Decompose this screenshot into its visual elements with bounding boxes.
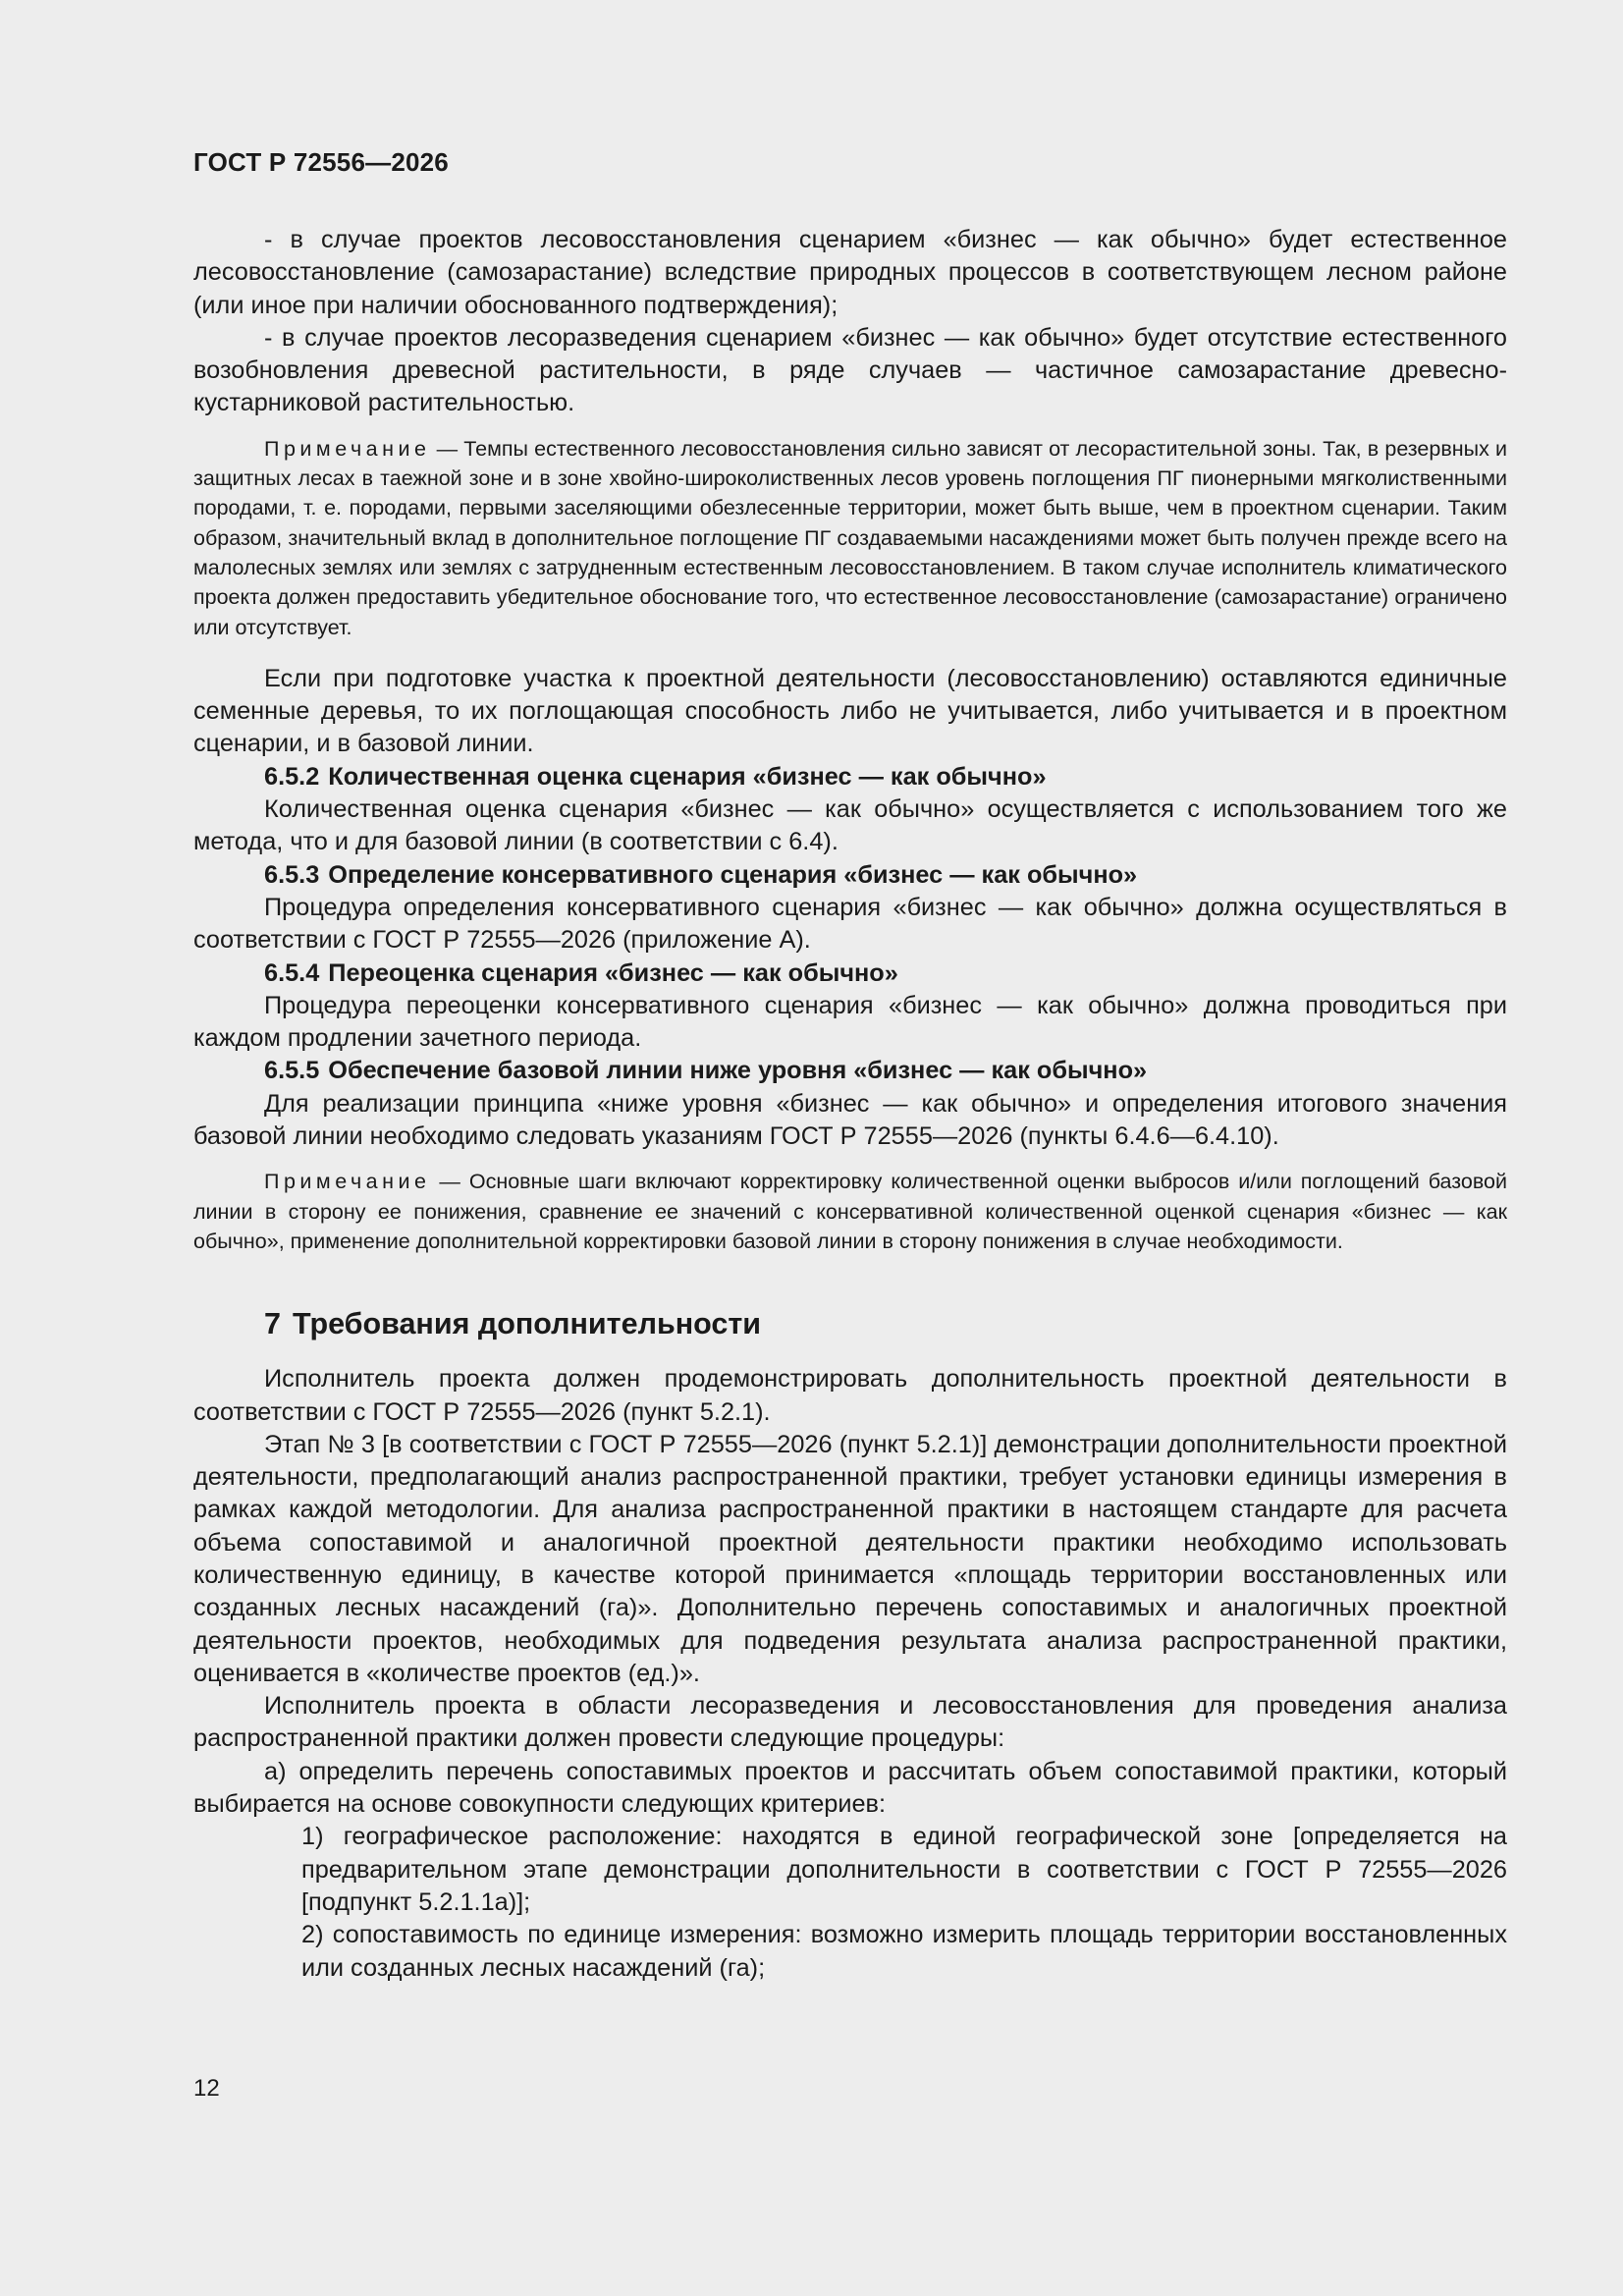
heading-title: Определение консервативного сценария «бизнес — как обычно» (328, 860, 1138, 889)
paragraph-bau-quantification: Количественная оценка сценария «бизнес — как обычно» осуществляется с использованием того же метода, что и для базовой линии (в соответствии с 6.4). (193, 795, 1507, 856)
paragraph-reforestation-bau: - в случае проектов лесовосстановления сценарием «бизнес — как обычно» будет естественное лесовосстановление (самозарастание) вследствие природных процессов в соответствующем лесном районе (или иное при наличии обоснованного подтверждения); (193, 226, 1507, 319)
note-text: — Темпы естественного лесовосстановления сильно зависят от лесорастительной зоны. Так, в резервных и защитных лесах в таежной зоне и в зоне хвойно-широколиственных лесов уровень поглощения ПГ пионерными мягколиственными породами, т. е. породами, первыми заселяющими обезлесенные территории, может быть выше, чем в проектном сценарии. Таким образом, значительный вклад в дополнительное поглощение ПГ создаваемыми насаждениями может быть получен прежде всего на малолесных землях или землях с затрудненным естественным лесовосстановлением. В таком случае исполнитель климатического проекта должен предоставить убедительное обоснование того, что естественное лесовосстановление (самозарастание) ограничено или отсутствует. (193, 436, 1507, 639)
paragraph-afforestation-bau: - в случае проектов лесоразведения сценарием «бизнес — как обычно» будет отсутствие естественного возобновления древесной растительности, в ряде случаев — частичное самозарастание древесно-кустарниковой растительностью. (193, 323, 1507, 417)
heading-title: Количественная оценка сценария «бизнес — как обычно» (328, 762, 1047, 791)
section-title: Требования дополнительности (292, 1307, 762, 1341)
section-7-heading (193, 1305, 1507, 1342)
note-main-steps (193, 1167, 1507, 1256)
heading-number: 6.5.5 (264, 1057, 320, 1085)
note-natural-regeneration (193, 434, 1507, 642)
note-text: — Основные шаги включают корректировку количественной оценки выбросов и/или поглощений базовой линии в сторону ее понижения, сравнение ее значений с консервативной количественной оценкой сценария «бизнес — как обычно», применение дополнительной корректировки базовой линии в сторону понижения в случае необходимости. (193, 1170, 1507, 1253)
document-body (193, 224, 1507, 1985)
heading-6-5-4 (193, 957, 1507, 990)
document-header: ГОСТ Р 72556—2026 (193, 147, 449, 177)
paragraph-stage-3: Этап № 3 [в соответствии с ГОСТ Р 72555—2026 (пункт 5.2.1)] демонстрации дополнительности проектной деятельности, предполагающий анализ распространенной практики, требует установки единицы измерения в рамках каждой методологии. Для анализа распространенной практики в настоящем стандарте для расчета объема сопоставимой и аналогичной проектной деятельности практики необходимо использовать количественную единицу, в качестве которой принимается «площадь территории восстановленных или созданных лесных насаждений (га)». Дополнительно перечень сопоставимых и аналогичных проектной деятельности проектов, необходимых для подведения результата анализа распространенной практики, оценивается в «количестве проектов (ед.)». (193, 1430, 1507, 1687)
list-item-2: 2) сопоставимость по единице измерения: возможно измерить площадь территории восстановленных или созданных лесных насаждений (га); (301, 1921, 1507, 1982)
paragraph-procedures-intro: Исполнитель проекта в области лесоразведения и лесовосстановления для проведения анализа распространенной практики должен провести следующие процедуры: (193, 1692, 1507, 1753)
heading-6-5-5 (193, 1055, 1507, 1087)
list-item-1: 1) географическое расположение: находятся в единой географической зоне [определяется на предварительном этапе демонстрации дополнительности в соответствии с ГОСТ Р 72555—2026 [подпункт 5.2.1.1а)]; (301, 1823, 1507, 1916)
heading-title: Переоценка сценария «бизнес — как обычно» (328, 958, 898, 987)
heading-6-5-3 (193, 859, 1507, 892)
heading-number: 6.5.4 (264, 958, 320, 987)
list-item-a: а) определить перечень сопоставимых проектов и рассчитать объем сопоставимой практики, который выбирается на основе совокупности следующих критериев: (193, 1757, 1507, 1819)
heading-number: 6.5.3 (264, 860, 320, 889)
note-label: Примечание (264, 436, 431, 461)
heading-6-5-2 (193, 761, 1507, 793)
heading-title: Обеспечение базовой линии ниже уровня «бизнес — как обычно» (328, 1057, 1148, 1085)
note-label: Примечание (264, 1170, 431, 1194)
page-number: 12 (193, 2075, 220, 2102)
section-number: 7 (264, 1307, 281, 1341)
paragraph-additionality-demo: Исполнитель проекта должен продемонстрировать дополнительность проектной деятельности в соответствии с ГОСТ Р 72555—2026 (пункт 5.2.1). (193, 1365, 1507, 1426)
paragraph-reassessment: Процедура переоценки консервативного сценария «бизнес — как обычно» должна проводиться при каждом продлении зачетного периода. (193, 991, 1507, 1053)
paragraph-conservative-scenario: Процедура определения консервативного сценария «бизнес — как обычно» должна осуществляться в соответствии с ГОСТ Р 72555—2026 (приложение А). (193, 893, 1507, 955)
paragraph-below-bau: Для реализации принципа «ниже уровня «бизнес — как обычно» и определения итогового значения базовой линии необходимо следовать указаниям ГОСТ Р 72555—2026 (пункты 6.4.6—6.4.10). (193, 1089, 1507, 1151)
paragraph-seed-trees: Если при подготовке участка к проектной деятельности (лесовосстановлению) оставляются единичные семенные деревья, то их поглощающая способность либо не учитывается, либо учитывается и в проектном сценарии, и в базовой линии. (193, 664, 1507, 758)
heading-number: 6.5.2 (264, 762, 320, 791)
